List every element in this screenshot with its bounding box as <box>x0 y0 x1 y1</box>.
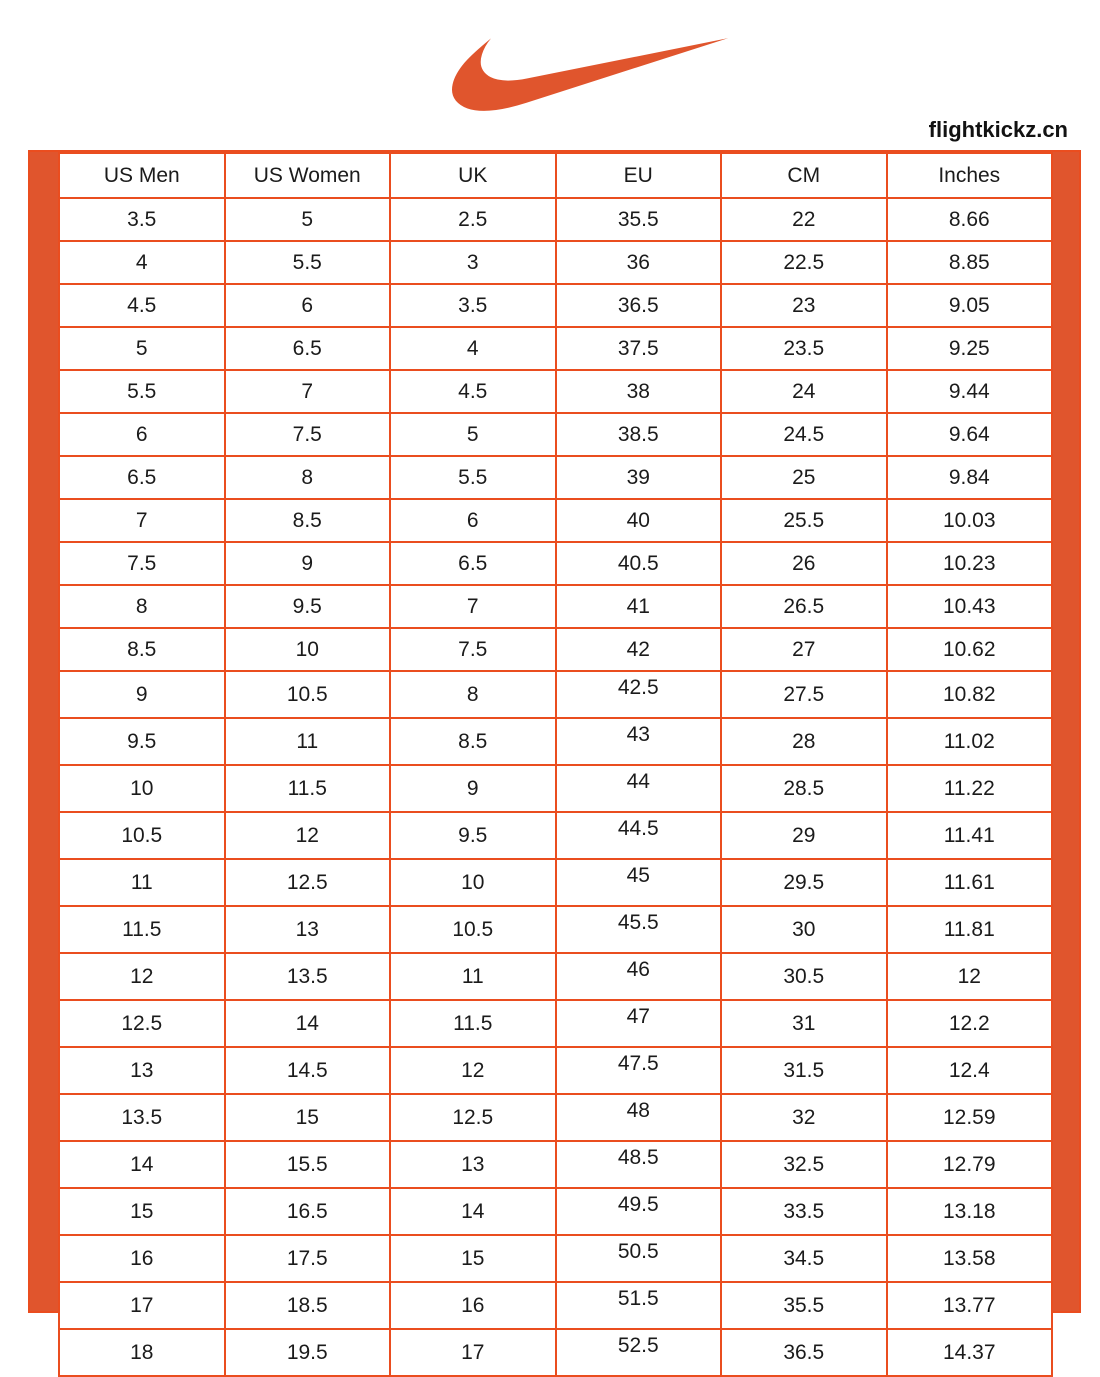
header-row <box>59 153 1052 198</box>
table-row <box>59 499 1052 542</box>
table-row <box>59 628 1052 671</box>
table-cell: 33.5 <box>721 1188 887 1235</box>
table-cell: 41 <box>556 585 722 628</box>
table-cell: 5.5 <box>225 241 391 284</box>
table-cell: 38.5 <box>556 413 722 456</box>
table-row <box>59 456 1052 499</box>
table-row <box>59 812 1052 859</box>
table-cell: 39 <box>556 456 722 499</box>
site-watermark: flightkickz.cn <box>928 117 1068 142</box>
table-cell: 9.5 <box>225 585 391 628</box>
table-row <box>59 1329 1052 1376</box>
table-cell: 7 <box>225 370 391 413</box>
table-cell: 47 <box>556 1000 722 1047</box>
table-cell: 30.5 <box>721 953 887 1000</box>
table-cell: 28.5 <box>721 765 887 812</box>
column-header: Inches <box>887 153 1053 198</box>
table-cell: 3.5 <box>390 284 556 327</box>
table-cell: 42 <box>556 628 722 671</box>
table-cell: 40.5 <box>556 542 722 585</box>
table-cell: 6 <box>59 413 225 456</box>
table-cell: 13 <box>390 1141 556 1188</box>
table-cell: 11 <box>59 859 225 906</box>
table-cell: 11.5 <box>59 906 225 953</box>
table-row <box>59 1141 1052 1188</box>
table-cell: 26 <box>721 542 887 585</box>
table-row <box>59 906 1052 953</box>
table-cell: 31.5 <box>721 1047 887 1094</box>
table-cell: 8.85 <box>887 241 1053 284</box>
table-row <box>59 542 1052 585</box>
table-cell: 12.79 <box>887 1141 1053 1188</box>
table-cell: 5 <box>59 327 225 370</box>
table-cell: 8.5 <box>225 499 391 542</box>
table-cell: 25 <box>721 456 887 499</box>
nike-swoosh-icon <box>452 26 730 123</box>
table-cell: 10.23 <box>887 542 1053 585</box>
table-cell: 10 <box>390 859 556 906</box>
table-cell: 6 <box>225 284 391 327</box>
table-cell: 14 <box>59 1141 225 1188</box>
table-cell: 29.5 <box>721 859 887 906</box>
table-cell: 12.4 <box>887 1047 1053 1094</box>
table-cell: 10.43 <box>887 585 1053 628</box>
table-cell: 7.5 <box>390 628 556 671</box>
table-cell: 7 <box>390 585 556 628</box>
table-cell: 36.5 <box>721 1329 887 1376</box>
table-cell: 4.5 <box>390 370 556 413</box>
table-cell: 12.2 <box>887 1000 1053 1047</box>
table-cell: 13.5 <box>225 953 391 1000</box>
table-cell: 6.5 <box>390 542 556 585</box>
table-cell: 44.5 <box>556 812 722 859</box>
table-cell: 8.66 <box>887 198 1053 241</box>
table-cell: 8.5 <box>390 718 556 765</box>
table-cell: 9.5 <box>59 718 225 765</box>
left-accent-bar <box>30 152 58 1311</box>
table-cell: 8 <box>390 671 556 718</box>
table-cell: 24.5 <box>721 413 887 456</box>
table-cell: 12.5 <box>225 859 391 906</box>
table-cell: 8 <box>59 585 225 628</box>
table-cell: 14 <box>390 1188 556 1235</box>
table-cell: 35.5 <box>721 1282 887 1329</box>
table-cell: 10.5 <box>390 906 556 953</box>
nike-logo <box>452 26 730 123</box>
table-row <box>59 671 1052 718</box>
table-cell: 9.64 <box>887 413 1053 456</box>
table-cell: 48 <box>556 1094 722 1141</box>
table-row <box>59 327 1052 370</box>
table-cell: 8 <box>225 456 391 499</box>
table-cell: 35.5 <box>556 198 722 241</box>
table-cell: 15 <box>59 1188 225 1235</box>
table-row <box>59 1094 1052 1141</box>
table-cell: 9 <box>59 671 225 718</box>
table-cell: 18 <box>59 1329 225 1376</box>
table-cell: 4 <box>390 327 556 370</box>
table-cell: 17 <box>59 1282 225 1329</box>
table-cell: 11.41 <box>887 812 1053 859</box>
table-cell: 13.18 <box>887 1188 1053 1235</box>
table-cell: 27 <box>721 628 887 671</box>
table-cell: 34.5 <box>721 1235 887 1282</box>
table-cell: 9 <box>390 765 556 812</box>
table-cell: 15 <box>225 1094 391 1141</box>
table-cell: 11.61 <box>887 859 1053 906</box>
table-cell: 11.5 <box>225 765 391 812</box>
table-cell: 25.5 <box>721 499 887 542</box>
table-cell: 5 <box>390 413 556 456</box>
table-cell: 4.5 <box>59 284 225 327</box>
table-cell: 27.5 <box>721 671 887 718</box>
table-cell: 36 <box>556 241 722 284</box>
table-cell: 9 <box>225 542 391 585</box>
table-row <box>59 284 1052 327</box>
table-cell: 14.37 <box>887 1329 1053 1376</box>
table-cell: 3 <box>390 241 556 284</box>
table-row <box>59 198 1052 241</box>
table-cell: 23 <box>721 284 887 327</box>
table-cell: 11.02 <box>887 718 1053 765</box>
table-cell: 52.5 <box>556 1329 722 1376</box>
table-cell: 22 <box>721 198 887 241</box>
table-cell: 10.5 <box>59 812 225 859</box>
table-cell: 9.5 <box>390 812 556 859</box>
table-cell: 42.5 <box>556 671 722 718</box>
table-cell: 9.05 <box>887 284 1053 327</box>
table-cell: 4 <box>59 241 225 284</box>
table-cell: 6.5 <box>59 456 225 499</box>
table-cell: 15 <box>390 1235 556 1282</box>
table-cell: 7.5 <box>59 542 225 585</box>
table-cell: 32.5 <box>721 1141 887 1188</box>
table-cell: 12.59 <box>887 1094 1053 1141</box>
table-cell: 13.77 <box>887 1282 1053 1329</box>
table-cell: 12.5 <box>59 1000 225 1047</box>
table-cell: 11.5 <box>390 1000 556 1047</box>
table-cell: 24 <box>721 370 887 413</box>
table-row <box>59 953 1052 1000</box>
table-row <box>59 1282 1052 1329</box>
table-cell: 16 <box>390 1282 556 1329</box>
table-cell: 38 <box>556 370 722 413</box>
table-row <box>59 859 1052 906</box>
table-cell: 22.5 <box>721 241 887 284</box>
table-cell: 10 <box>59 765 225 812</box>
table-cell: 16 <box>59 1235 225 1282</box>
table-cell: 14 <box>225 1000 391 1047</box>
table-cell: 36.5 <box>556 284 722 327</box>
table-cell: 13.58 <box>887 1235 1053 1282</box>
table-cell: 8.5 <box>59 628 225 671</box>
table-cell: 17 <box>390 1329 556 1376</box>
table-row <box>59 1047 1052 1094</box>
table-cell: 3.5 <box>59 198 225 241</box>
table-cell: 11 <box>390 953 556 1000</box>
table-cell: 50.5 <box>556 1235 722 1282</box>
table-cell: 51.5 <box>556 1282 722 1329</box>
table-cell: 40 <box>556 499 722 542</box>
table-cell: 7 <box>59 499 225 542</box>
table-cell: 37.5 <box>556 327 722 370</box>
table-cell: 10.82 <box>887 671 1053 718</box>
table-cell: 9.44 <box>887 370 1053 413</box>
table-cell: 47.5 <box>556 1047 722 1094</box>
table-cell: 17.5 <box>225 1235 391 1282</box>
table-cell: 46 <box>556 953 722 1000</box>
table-row <box>59 718 1052 765</box>
right-accent-bar <box>1053 152 1079 1311</box>
table-cell: 11 <box>225 718 391 765</box>
table-row <box>59 370 1052 413</box>
table-cell: 14.5 <box>225 1047 391 1094</box>
table-row <box>59 765 1052 812</box>
table-cell: 23.5 <box>721 327 887 370</box>
table-cell: 13.5 <box>59 1094 225 1141</box>
table-cell: 19.5 <box>225 1329 391 1376</box>
table-cell: 16.5 <box>225 1188 391 1235</box>
table-cell: 6.5 <box>225 327 391 370</box>
column-header: EU <box>556 153 722 198</box>
table-row <box>59 585 1052 628</box>
table-cell: 31 <box>721 1000 887 1047</box>
table-cell: 10.03 <box>887 499 1053 542</box>
table-cell: 9.25 <box>887 327 1053 370</box>
table-cell: 5 <box>225 198 391 241</box>
table-row <box>59 1235 1052 1282</box>
table-cell: 5.5 <box>390 456 556 499</box>
table-cell: 7.5 <box>225 413 391 456</box>
table-cell: 43 <box>556 718 722 765</box>
table-cell: 13 <box>225 906 391 953</box>
column-header: CM <box>721 153 887 198</box>
table-cell: 15.5 <box>225 1141 391 1188</box>
table-row <box>59 413 1052 456</box>
table-cell: 10.62 <box>887 628 1053 671</box>
table-cell: 12.5 <box>390 1094 556 1141</box>
table-cell: 28 <box>721 718 887 765</box>
table-cell: 13 <box>59 1047 225 1094</box>
table-cell: 48.5 <box>556 1141 722 1188</box>
table-cell: 10 <box>225 628 391 671</box>
column-header: US Women <box>225 153 391 198</box>
size-chart <box>28 150 1081 1364</box>
table-cell: 44 <box>556 765 722 812</box>
table-cell: 12 <box>390 1047 556 1094</box>
table-cell: 12 <box>59 953 225 1000</box>
table-cell: 12 <box>225 812 391 859</box>
table-cell: 45 <box>556 859 722 906</box>
table-cell: 18.5 <box>225 1282 391 1329</box>
table-cell: 26.5 <box>721 585 887 628</box>
column-header: UK <box>390 153 556 198</box>
table-cell: 49.5 <box>556 1188 722 1235</box>
table-cell: 9.84 <box>887 456 1053 499</box>
size-chart-table <box>58 152 1053 1377</box>
table-cell: 2.5 <box>390 198 556 241</box>
table-cell: 12 <box>887 953 1053 1000</box>
table-cell: 10.5 <box>225 671 391 718</box>
column-header: US Men <box>59 153 225 198</box>
table-cell: 5.5 <box>59 370 225 413</box>
table-cell: 30 <box>721 906 887 953</box>
table-row <box>59 1000 1052 1047</box>
table-cell: 11.22 <box>887 765 1053 812</box>
table-cell: 11.81 <box>887 906 1053 953</box>
table-cell: 32 <box>721 1094 887 1141</box>
table-cell: 45.5 <box>556 906 722 953</box>
table-row <box>59 241 1052 284</box>
table-cell: 29 <box>721 812 887 859</box>
table-cell: 6 <box>390 499 556 542</box>
table-row <box>59 1188 1052 1235</box>
